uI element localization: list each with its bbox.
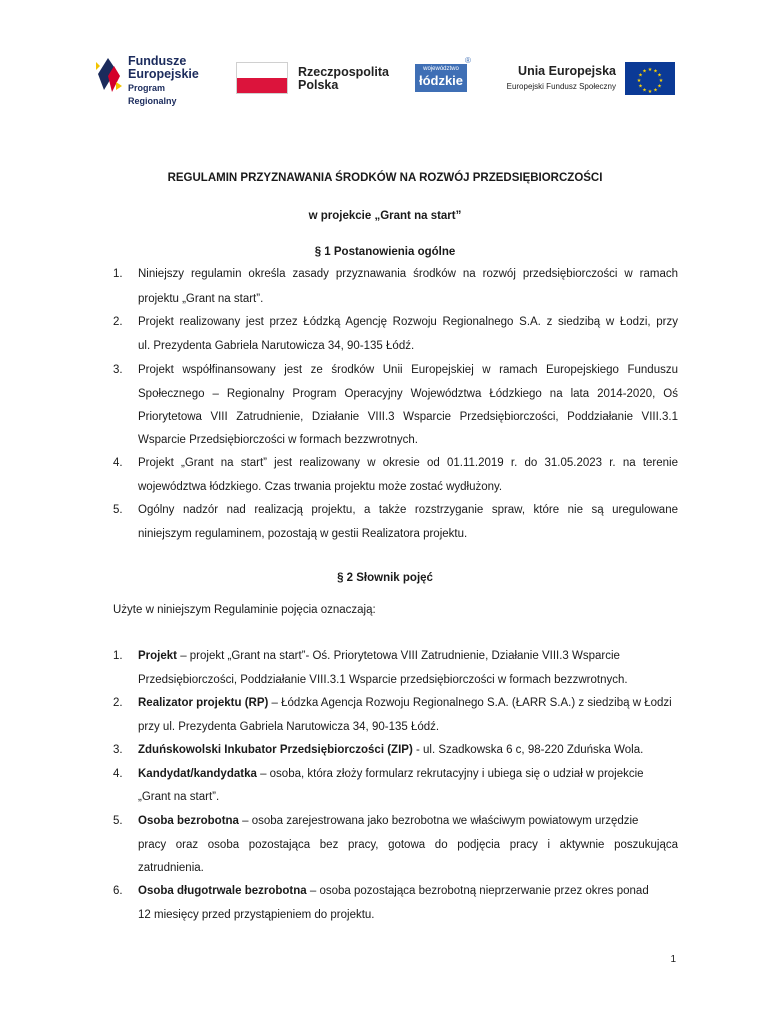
s2-item3-text1: - ul. Szadkowska 6 c, 98-220 Zduńska Wola. — [412, 744, 644, 756]
page-number: 1 — [670, 954, 676, 965]
s2-item2-text1: – Łódzka Agencja Rozwoju Regionalnego S.A. (ŁARR S.A.) z siedzibą w Łodzi — [268, 697, 672, 709]
svg-text:★: ★ — [647, 67, 653, 73]
s1-item5-line2: niniejszym regulaminem, pozostają w gestii Realizatora projektu. — [138, 528, 468, 540]
fe-line2: Europejskie — [128, 67, 199, 81]
s2-item1-line2: Przedsiębiorczości, Poddziałanie VIII.3.1 Wsparcie przedsiębiorczości w formach bezzwrotnych. — [138, 674, 628, 686]
s2-item5-line2: pracy oraz osoba pozostająca bez pracy, gotowa do podjęcia pracy i aktywnie poszukująca — [138, 839, 678, 851]
s2-item6-num: 6. — [113, 885, 123, 897]
svg-text:★: ★ — [658, 78, 664, 84]
svg-text:★: ★ — [642, 68, 647, 75]
section2-heading: § 2 Słownik pojęć — [337, 572, 433, 584]
fundusze-europejskie-logo — [94, 52, 214, 106]
s2-item3-line1 — [138, 744, 643, 756]
rp-line1: Rzeczpospolita — [298, 65, 389, 79]
s2-item1-line1 — [138, 650, 620, 662]
s2-item1-term: Projekt — [138, 650, 177, 662]
rp-line2: Polska — [298, 78, 339, 92]
lodzkie-logo — [415, 52, 475, 98]
s2-item3-term: Zduńskowolski Inkubator Przedsiębiorczości (ZIP) — [138, 744, 413, 756]
svg-text:★: ★ — [657, 72, 662, 79]
document-title: REGULAMIN PRZYZNAWANIA ŚRODKÓW NA ROZWÓJ PRZEDSIĘBIORCZOŚCI — [167, 172, 603, 184]
registered-icon: ® — [465, 56, 471, 65]
s2-item2-num: 2. — [113, 697, 123, 709]
unia-europejska-logo — [500, 52, 676, 98]
section1-heading: § 1 Postanowienia ogólne — [314, 246, 456, 258]
svg-text:★: ★ — [653, 87, 658, 94]
s1-item1-num: 1. — [113, 268, 123, 280]
s2-item1-text1: – projekt „Grant na start”- Oś. Priorytetowa VIII Zatrudnienie, Działanie VIII.3 Wsparcie — [177, 650, 620, 662]
s2-item6-text1: – osoba pozostająca bezrobotną nieprzerwanie przez okres ponad — [306, 885, 649, 897]
s1-item3-line1: Projekt współfinansowany jest ze środków Unii Europejskiej w ramach Europejskiego Funduszu — [138, 364, 678, 376]
s2-item6-term: Osoba długotrwale bezrobotna — [138, 885, 307, 897]
svg-text:★: ★ — [638, 83, 643, 90]
eu-flag-icon — [625, 62, 675, 95]
s2-item4-num: 4. — [113, 768, 123, 780]
s2-item5-text1: – osoba zarejestrowana jako bezrobotna we właściwym powiatowym urzędzie — [238, 815, 639, 827]
s2-item2-term: Realizator projektu (RP) — [138, 697, 269, 709]
s2-item5-num: 5. — [113, 815, 123, 827]
svg-text:★: ★ — [647, 89, 653, 95]
s1-item1-line1: Niniejszy regulamin określa zasady przyznawania środków na rozwój przedsiębiorczości w ramach — [138, 268, 678, 280]
fe-sub: Program Regionalny — [128, 83, 177, 106]
section2-intro: Użyte w niniejszym Regulaminie pojęcia oznaczają: — [113, 604, 376, 616]
s2-item4-line1 — [138, 768, 644, 780]
s1-item2-line2: ul. Prezydenta Gabriela Narutowicza 34, 90-135 Łódź. — [138, 340, 415, 352]
lz-small: województwo — [423, 66, 459, 72]
s2-item3-num: 3. — [113, 744, 123, 756]
fe-line1: Fundusze — [128, 54, 187, 68]
s1-item4-line2: województwa łódzkiego. Czas trwania projektu może zostać wydłużony. — [138, 481, 503, 493]
s1-item3-line3: Priorytetowa VIII Zatrudnienie, Działanie VIII.3 Wsparcie Przedsiębiorczości, Poddziałanie VIII.3.1 — [138, 411, 678, 423]
s2-item6-line2: 12 miesięcy przed przystąpieniem do projektu. — [138, 909, 375, 921]
polish-flag-icon — [236, 62, 288, 94]
document-subtitle: w projekcie „Grant na start” — [308, 210, 462, 222]
header-logos — [0, 52, 770, 106]
s2-item4-term: Kandydat/kandydatka — [138, 768, 257, 780]
s1-item2-num: 2. — [113, 316, 123, 328]
s2-item6-line1 — [138, 885, 649, 897]
s1-item3-line2: Społecznego – Regionalny Program Operacyjny Województwa Łódzkiego na lata 2014-2020, Oś — [138, 388, 678, 400]
ue-title: Unia Europejska — [518, 64, 616, 78]
s2-item2-line1 — [138, 697, 672, 709]
s1-item2-line1: Projekt realizowany jest przez Łódzką Agencję Rozwoju Regionalnego S.A. z siedzibą w Łodzi, przy — [138, 316, 678, 328]
svg-text:★: ★ — [642, 87, 647, 94]
s2-item2-line2: przy ul. Prezydenta Gabriela Narutowicza 34, 90-135 Łódź. — [138, 721, 440, 733]
s1-item5-num: 5. — [113, 504, 123, 516]
s1-item5-line1: Ogólny nadzór nad realizacją projektu, a także rozstrzyganie spraw, które nie są uregulowane — [138, 504, 678, 516]
s1-item4-line1: Projekt „Grant na start” jest realizowany w okresie od 01.11.2019 r. do 31.05.2023 r. na terenie — [138, 457, 678, 469]
svg-text:★: ★ — [636, 78, 642, 84]
ue-sub: Europejski Fundusz Społeczny — [506, 82, 616, 91]
s1-item3-line4: Wsparcie Przedsiębiorczości w formach bezzwrotnych. — [138, 434, 418, 446]
s1-item3-num: 3. — [113, 364, 123, 376]
s2-item5-term: Osoba bezrobotna — [138, 815, 239, 827]
s1-item4-num: 4. — [113, 457, 123, 469]
s1-item1-line2: projektu „Grant na start”. — [138, 293, 264, 305]
s2-item5-line3: zatrudnienia. — [138, 862, 204, 874]
svg-text:★: ★ — [653, 68, 658, 75]
lz-big: łódzkie — [418, 73, 464, 88]
s2-item5-line1 — [138, 815, 638, 827]
svg-text:★: ★ — [657, 83, 662, 90]
svg-text:★: ★ — [638, 72, 643, 79]
s2-item1-num: 1. — [113, 650, 123, 662]
s2-item4-line2: „Grant na start”. — [138, 791, 220, 803]
s2-item4-text1: – osoba, która złoży formularz rekrutacyjny i ubiega się o udział w projekcie — [256, 768, 644, 780]
fe-star-icon — [94, 56, 124, 94]
rzeczpospolita-polska-logo — [236, 52, 389, 98]
